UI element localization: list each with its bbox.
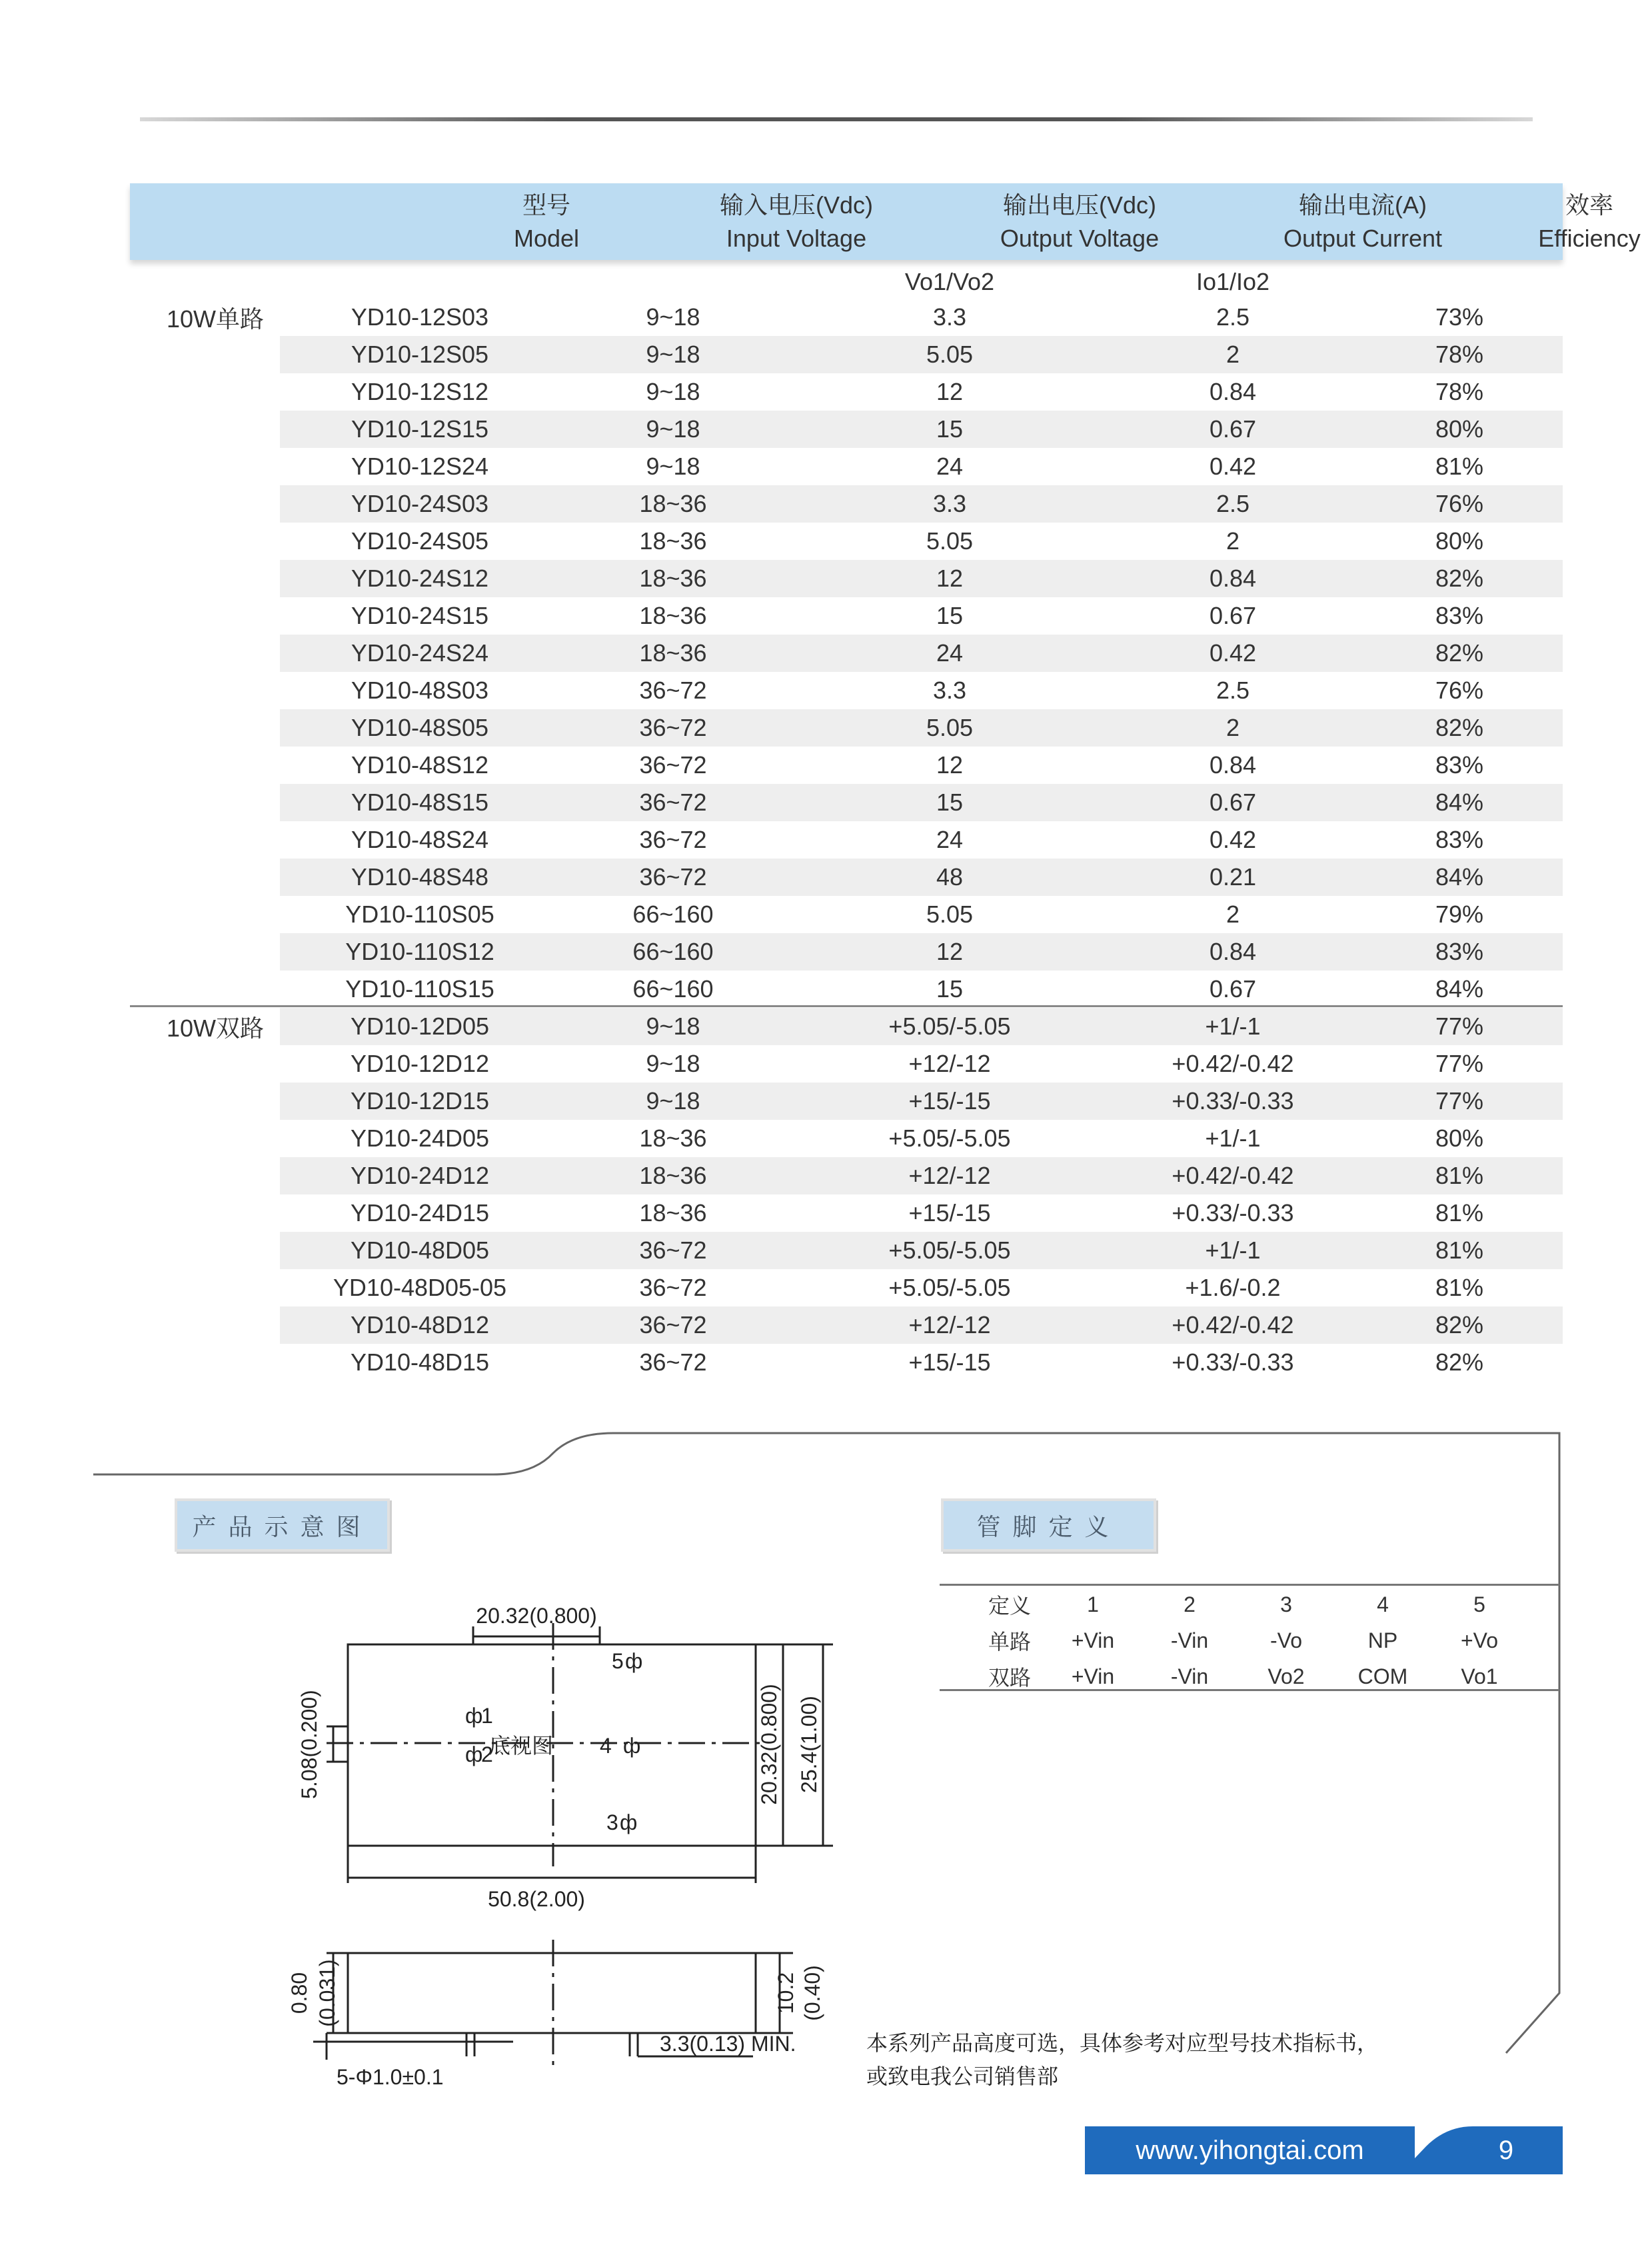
table-cell: +5.05/-5.05 bbox=[888, 1124, 1011, 1152]
table-cell: 82% bbox=[1435, 565, 1484, 592]
pin-3-label: 3 bbox=[606, 1810, 618, 1834]
table-cell: 77% bbox=[1435, 1013, 1484, 1040]
table-cell: 82% bbox=[1435, 714, 1484, 741]
table-cell: YD10-12S05 bbox=[351, 341, 489, 368]
header-output-voltage-en: Output Voltage bbox=[1000, 224, 1160, 252]
table-cell: 9~18 bbox=[646, 1050, 700, 1077]
table-cell: 9~18 bbox=[646, 1087, 700, 1115]
table-cell: YD10-48D05 bbox=[350, 1236, 490, 1264]
table-row bbox=[280, 1232, 1563, 1269]
table-cell: +1/-1 bbox=[1205, 1236, 1261, 1264]
table-cell: YD10-48D12 bbox=[350, 1311, 490, 1338]
table-cell: 15 bbox=[936, 789, 964, 816]
table-cell: 5.05 bbox=[926, 901, 974, 928]
pin-2-label: 2 bbox=[481, 1742, 493, 1766]
table-cell: 18~36 bbox=[639, 1199, 707, 1226]
table-cell: YD10-12S03 bbox=[351, 303, 489, 331]
table-cell: +12/-12 bbox=[908, 1162, 991, 1189]
pin-5-label: 5 bbox=[612, 1649, 624, 1673]
note-line-1: 本系列产品高度可选，具体参考对应型号技术指标书， bbox=[866, 2031, 1379, 2055]
page-number: 9 bbox=[1498, 2135, 1514, 2165]
table-cell: 83% bbox=[1435, 751, 1484, 779]
table-row bbox=[280, 1157, 1563, 1194]
table-cell: YD10-24S03 bbox=[351, 490, 489, 517]
table-cell: 24 bbox=[936, 453, 964, 480]
table-cell: +1.6/-0.2 bbox=[1185, 1274, 1281, 1301]
top-rule bbox=[140, 117, 1533, 121]
table-row bbox=[280, 1120, 1563, 1157]
table-row bbox=[280, 672, 1563, 709]
pin-table-cell: -Vin bbox=[1170, 1664, 1209, 1688]
table-cell: YD10-12D15 bbox=[350, 1087, 490, 1115]
header-output-current-cn: 输出电流(A) bbox=[1299, 191, 1427, 219]
table-cell: 5.05 bbox=[926, 714, 974, 741]
header-output-voltage-cn: 输出电压(Vdc) bbox=[1002, 191, 1156, 219]
pin-table-cell: 4 bbox=[1377, 1592, 1389, 1616]
header-output-current-en: Output Current bbox=[1283, 224, 1443, 252]
table-cell: 77% bbox=[1435, 1087, 1484, 1115]
table-cell: 82% bbox=[1435, 639, 1484, 667]
pin-table-cell: COM bbox=[1357, 1664, 1408, 1688]
table-cell: YD10-48S12 bbox=[351, 751, 489, 779]
table-cell: 9~18 bbox=[646, 415, 700, 443]
table-row bbox=[280, 299, 1563, 336]
pin-table-top-rule bbox=[940, 1584, 1559, 1586]
side-right-dim-in: (0.40) bbox=[800, 1965, 824, 2021]
table-cell: +0.42/-0.42 bbox=[1172, 1311, 1294, 1338]
table-cell: YD10-24S12 bbox=[351, 565, 489, 592]
table-cell: YD10-12S24 bbox=[351, 453, 489, 480]
table-cell: 36~72 bbox=[639, 826, 707, 853]
table-row bbox=[280, 933, 1563, 971]
table-cell: 83% bbox=[1435, 826, 1484, 853]
table-cell: +15/-15 bbox=[908, 1348, 991, 1376]
table-cell: 5.05 bbox=[926, 341, 974, 368]
table-cell: 0.42 bbox=[1209, 453, 1257, 480]
table-cell: +0.33/-0.33 bbox=[1172, 1199, 1294, 1226]
table-cell: 3.3 bbox=[932, 303, 967, 331]
table-cell: 2 bbox=[1226, 341, 1240, 368]
table-cell: 80% bbox=[1435, 415, 1484, 443]
dim-bottom: 50.8(2.00) bbox=[488, 1887, 585, 1911]
header-model-cn: 型号 bbox=[522, 191, 570, 219]
table-cell: +0.42/-0.42 bbox=[1172, 1162, 1294, 1189]
pin-table-cell: 3 bbox=[1280, 1592, 1292, 1616]
table-cell: +5.05/-5.05 bbox=[888, 1236, 1011, 1264]
table-cell: 18~36 bbox=[639, 565, 707, 592]
table-cell: 81% bbox=[1435, 1162, 1484, 1189]
table-cell: 0.84 bbox=[1209, 565, 1257, 592]
subheader-io: Io1/Io2 bbox=[1196, 268, 1270, 295]
header-efficiency-cn: 效率 bbox=[1565, 191, 1613, 219]
dim-top: 20.32(0.800) bbox=[476, 1604, 597, 1628]
table-cell: 9~18 bbox=[646, 378, 700, 405]
table-cell: +0.33/-0.33 bbox=[1172, 1087, 1294, 1115]
table-cell: YD10-48S48 bbox=[351, 863, 489, 891]
table-row bbox=[280, 709, 1563, 747]
pin-5-symbol: ф bbox=[625, 1649, 643, 1673]
table-cell: 81% bbox=[1435, 453, 1484, 480]
table-cell: 0.84 bbox=[1209, 378, 1257, 405]
table-row bbox=[280, 896, 1563, 933]
table-cell: 2 bbox=[1226, 714, 1240, 741]
table-row bbox=[280, 1344, 1563, 1381]
table-cell: 9~18 bbox=[646, 1013, 700, 1040]
table-row bbox=[280, 597, 1563, 635]
table-cell: 2.5 bbox=[1216, 677, 1250, 704]
table-cell: 78% bbox=[1435, 341, 1484, 368]
table-cell: 12 bbox=[936, 938, 964, 965]
table-cell: YD10-24S15 bbox=[351, 602, 489, 629]
table-row bbox=[280, 336, 1563, 373]
table-cell: 0.67 bbox=[1209, 415, 1257, 443]
table-cell: 36~72 bbox=[639, 677, 707, 704]
table-cell: +12/-12 bbox=[908, 1050, 991, 1077]
table-cell: 36~72 bbox=[639, 1236, 707, 1264]
table-cell: 18~36 bbox=[639, 490, 707, 517]
table-cell: 48 bbox=[936, 863, 964, 891]
subheader-vo: Vo1/Vo2 bbox=[904, 268, 995, 295]
table-cell: 79% bbox=[1435, 901, 1484, 928]
table-cell: YD10-12D05 bbox=[350, 1013, 490, 1040]
table-row bbox=[280, 747, 1563, 784]
table-cell: YD10-24S05 bbox=[351, 527, 489, 555]
table-cell: 83% bbox=[1435, 602, 1484, 629]
table-row bbox=[280, 411, 1563, 448]
table-cell: 81% bbox=[1435, 1236, 1484, 1264]
table-cell: 9~18 bbox=[646, 453, 700, 480]
table-cell: 12 bbox=[936, 565, 964, 592]
table-cell: +5.05/-5.05 bbox=[888, 1274, 1011, 1301]
side-right-dim: 10.2 bbox=[774, 1972, 798, 2014]
table-cell: 36~72 bbox=[639, 1311, 707, 1338]
table-cell: 66~160 bbox=[632, 938, 714, 965]
table-cell: 18~36 bbox=[639, 1162, 707, 1189]
table-cell: 3.3 bbox=[932, 490, 967, 517]
table-row bbox=[280, 821, 1563, 859]
table-cell: 12 bbox=[936, 751, 964, 779]
table-cell: 0.21 bbox=[1209, 863, 1257, 891]
product-drawing bbox=[287, 1590, 886, 2103]
table-cell: 15 bbox=[936, 415, 964, 443]
note-line-2: 或致电我公司销售部 bbox=[866, 2064, 1059, 2088]
header-efficiency bbox=[1449, 183, 1652, 260]
table-cell: 24 bbox=[936, 826, 964, 853]
table-cell: +15/-15 bbox=[908, 1087, 991, 1115]
table-cell: YD10-110S15 bbox=[345, 975, 494, 1003]
table-cell: +1/-1 bbox=[1205, 1013, 1261, 1040]
table-cell: 36~72 bbox=[639, 714, 707, 741]
side-left-dim: 0.80 bbox=[287, 1972, 311, 2014]
table-cell: YD10-110S12 bbox=[345, 938, 494, 965]
pin-1-label: 1 bbox=[481, 1704, 493, 1728]
table-cell: 36~72 bbox=[639, 863, 707, 891]
table-row bbox=[280, 373, 1563, 411]
table-cell: YD10-12S12 bbox=[351, 378, 489, 405]
table-cell: 36~72 bbox=[639, 1274, 707, 1301]
table-cell: 2.5 bbox=[1216, 303, 1250, 331]
pin-length-dim: 3.3(0.13) MIN. bbox=[660, 2032, 796, 2056]
table-cell: +5.05/-5.05 bbox=[888, 1013, 1011, 1040]
pin-definition-title: 管脚定义 bbox=[941, 1498, 1156, 1552]
table-cell: 84% bbox=[1435, 789, 1484, 816]
table-cell: YD10-48S24 bbox=[351, 826, 489, 853]
table-cell: 66~160 bbox=[632, 901, 714, 928]
table-cell: 24 bbox=[936, 639, 964, 667]
bottom-view-label: 底视图 bbox=[488, 1734, 553, 1758]
pin-table-cell: 定义 bbox=[988, 1594, 1031, 1618]
product-diagram-title: 产品示意图 bbox=[175, 1498, 390, 1552]
table-cell: YD10-24D15 bbox=[350, 1199, 490, 1226]
table-cell: 18~36 bbox=[639, 527, 707, 555]
table-cell: 18~36 bbox=[639, 1124, 707, 1152]
table-row bbox=[280, 1045, 1563, 1083]
pin-table-cell: 2 bbox=[1184, 1592, 1196, 1616]
table-cell: 2.5 bbox=[1216, 490, 1250, 517]
table-cell: 0.84 bbox=[1209, 938, 1257, 965]
table-header bbox=[130, 183, 1641, 260]
table-cell: 82% bbox=[1435, 1348, 1484, 1376]
header-input-voltage bbox=[663, 183, 930, 260]
pin-3-symbol: ф bbox=[620, 1810, 638, 1834]
table-cell: 80% bbox=[1435, 527, 1484, 555]
pin-table-cell: Vo2 bbox=[1267, 1664, 1305, 1688]
table-cell: 66~160 bbox=[632, 975, 714, 1003]
pin-2-symbol: ф bbox=[465, 1742, 483, 1766]
table-cell: YD10-12D12 bbox=[350, 1050, 490, 1077]
header-input-cn: 输入电压(Vdc) bbox=[719, 191, 873, 219]
table-row bbox=[280, 448, 1563, 485]
side-left-dim-in: (0.031) bbox=[315, 1959, 339, 2027]
table-cell: 81% bbox=[1435, 1274, 1484, 1301]
table-cell: YD10-24D12 bbox=[350, 1162, 490, 1189]
table-cell: 76% bbox=[1435, 677, 1484, 704]
table-row bbox=[280, 523, 1563, 560]
header-model-en: Model bbox=[513, 224, 580, 252]
table-cell: 83% bbox=[1435, 938, 1484, 965]
table-row bbox=[280, 635, 1563, 672]
table-cell: +0.33/-0.33 bbox=[1172, 1348, 1294, 1376]
table-cell: YD10-12S15 bbox=[351, 415, 489, 443]
dim-left: 5.08(0.200) bbox=[297, 1690, 321, 1799]
table-cell: 36~72 bbox=[639, 789, 707, 816]
table-row bbox=[280, 560, 1563, 597]
pin-4-symbol: ф bbox=[623, 1734, 641, 1758]
table-cell: 2 bbox=[1226, 901, 1240, 928]
table-cell: +15/-15 bbox=[908, 1199, 991, 1226]
table-cell: 15 bbox=[936, 975, 964, 1003]
pin-table-cell: +Vin bbox=[1071, 1628, 1115, 1652]
table-cell: 0.42 bbox=[1209, 639, 1257, 667]
table-cell: 0.67 bbox=[1209, 602, 1257, 629]
pin-diameter-dim: 5-Φ1.0±0.1 bbox=[337, 2065, 444, 2089]
table-cell: 0.67 bbox=[1209, 975, 1257, 1003]
group-label: 10W双路 bbox=[167, 1014, 265, 1042]
footer-url[interactable]: www.yihongtai.com bbox=[1085, 2126, 1415, 2174]
table-cell: 82% bbox=[1435, 1311, 1484, 1338]
table-cell: 18~36 bbox=[639, 602, 707, 629]
table-cell: YD10-110S05 bbox=[345, 901, 494, 928]
table-cell: 0.84 bbox=[1209, 751, 1257, 779]
dim-inner: 20.32(0.800) bbox=[757, 1684, 781, 1805]
table-cell: 12 bbox=[936, 378, 964, 405]
table-cell: 84% bbox=[1435, 975, 1484, 1003]
table-cell: 84% bbox=[1435, 863, 1484, 891]
group-label: 10W单路 bbox=[167, 305, 265, 333]
header-model bbox=[407, 183, 686, 260]
table-cell: 2 bbox=[1226, 527, 1240, 555]
table-cell: 3.3 bbox=[932, 677, 967, 704]
table-cell: 9~18 bbox=[646, 341, 700, 368]
pin-4-label: 4 bbox=[600, 1734, 612, 1758]
table-cell: YD10-48D15 bbox=[350, 1348, 490, 1376]
table-cell: 73% bbox=[1435, 303, 1484, 331]
header-efficiency-en: Efficiency bbox=[1538, 224, 1641, 252]
table-cell: 81% bbox=[1435, 1199, 1484, 1226]
table-cell: 0.67 bbox=[1209, 789, 1257, 816]
table-row bbox=[280, 1269, 1563, 1306]
pin-table-cell: 双路 bbox=[988, 1666, 1031, 1690]
table-cell: +0.42/-0.42 bbox=[1172, 1050, 1294, 1077]
table-cell: 36~72 bbox=[639, 751, 707, 779]
table-row bbox=[280, 1083, 1563, 1120]
table-cell: 5.05 bbox=[926, 527, 974, 555]
table-row bbox=[280, 1194, 1563, 1232]
table-cell: YD10-48S03 bbox=[351, 677, 489, 704]
header-input-en: Input Voltage bbox=[726, 224, 867, 252]
table-cell: 80% bbox=[1435, 1124, 1484, 1152]
table-cell: YD10-48S05 bbox=[351, 714, 489, 741]
table-cell: YD10-48D05-05 bbox=[333, 1274, 507, 1301]
table-cell: YD10-48S15 bbox=[351, 789, 489, 816]
dim-outer: 25.4(1.00) bbox=[797, 1696, 821, 1793]
table-row bbox=[280, 784, 1563, 821]
table-cell: YD10-24D05 bbox=[350, 1124, 490, 1152]
pin-table-cell: +Vin bbox=[1071, 1664, 1115, 1688]
table-cell: 18~36 bbox=[639, 639, 707, 667]
group-separator bbox=[130, 1005, 1563, 1007]
table-row bbox=[280, 971, 1563, 1008]
table-row bbox=[280, 859, 1563, 896]
pin-table-cell: -Vo bbox=[1269, 1628, 1303, 1652]
pin-table-cell: 1 bbox=[1087, 1592, 1099, 1616]
side-outline bbox=[348, 1953, 756, 2033]
table-cell: 77% bbox=[1435, 1050, 1484, 1077]
table-cell: 76% bbox=[1435, 490, 1484, 517]
pin-table-cell: 单路 bbox=[988, 1630, 1031, 1654]
table-cell: 0.42 bbox=[1209, 826, 1257, 853]
table-row bbox=[280, 1008, 1563, 1045]
table-row bbox=[280, 1306, 1563, 1344]
pin-table-cell: Vo1 bbox=[1461, 1664, 1498, 1688]
table-cell: 9~18 bbox=[646, 303, 700, 331]
table-cell: 36~72 bbox=[639, 1348, 707, 1376]
pin-table-cell: NP bbox=[1367, 1628, 1398, 1652]
table-row bbox=[280, 485, 1563, 523]
table-cell: +1/-1 bbox=[1205, 1124, 1261, 1152]
header-output-voltage bbox=[940, 183, 1220, 260]
table-cell: YD10-24S24 bbox=[351, 639, 489, 667]
pin-table-cell: -Vin bbox=[1170, 1628, 1209, 1652]
pin-table-cell: +Vo bbox=[1460, 1628, 1499, 1652]
table-cell: 78% bbox=[1435, 378, 1484, 405]
table-cell: 15 bbox=[936, 602, 964, 629]
pin-1-symbol: ф bbox=[465, 1704, 483, 1728]
pin-table-cell: 5 bbox=[1473, 1592, 1485, 1616]
table-cell: +12/-12 bbox=[908, 1311, 991, 1338]
